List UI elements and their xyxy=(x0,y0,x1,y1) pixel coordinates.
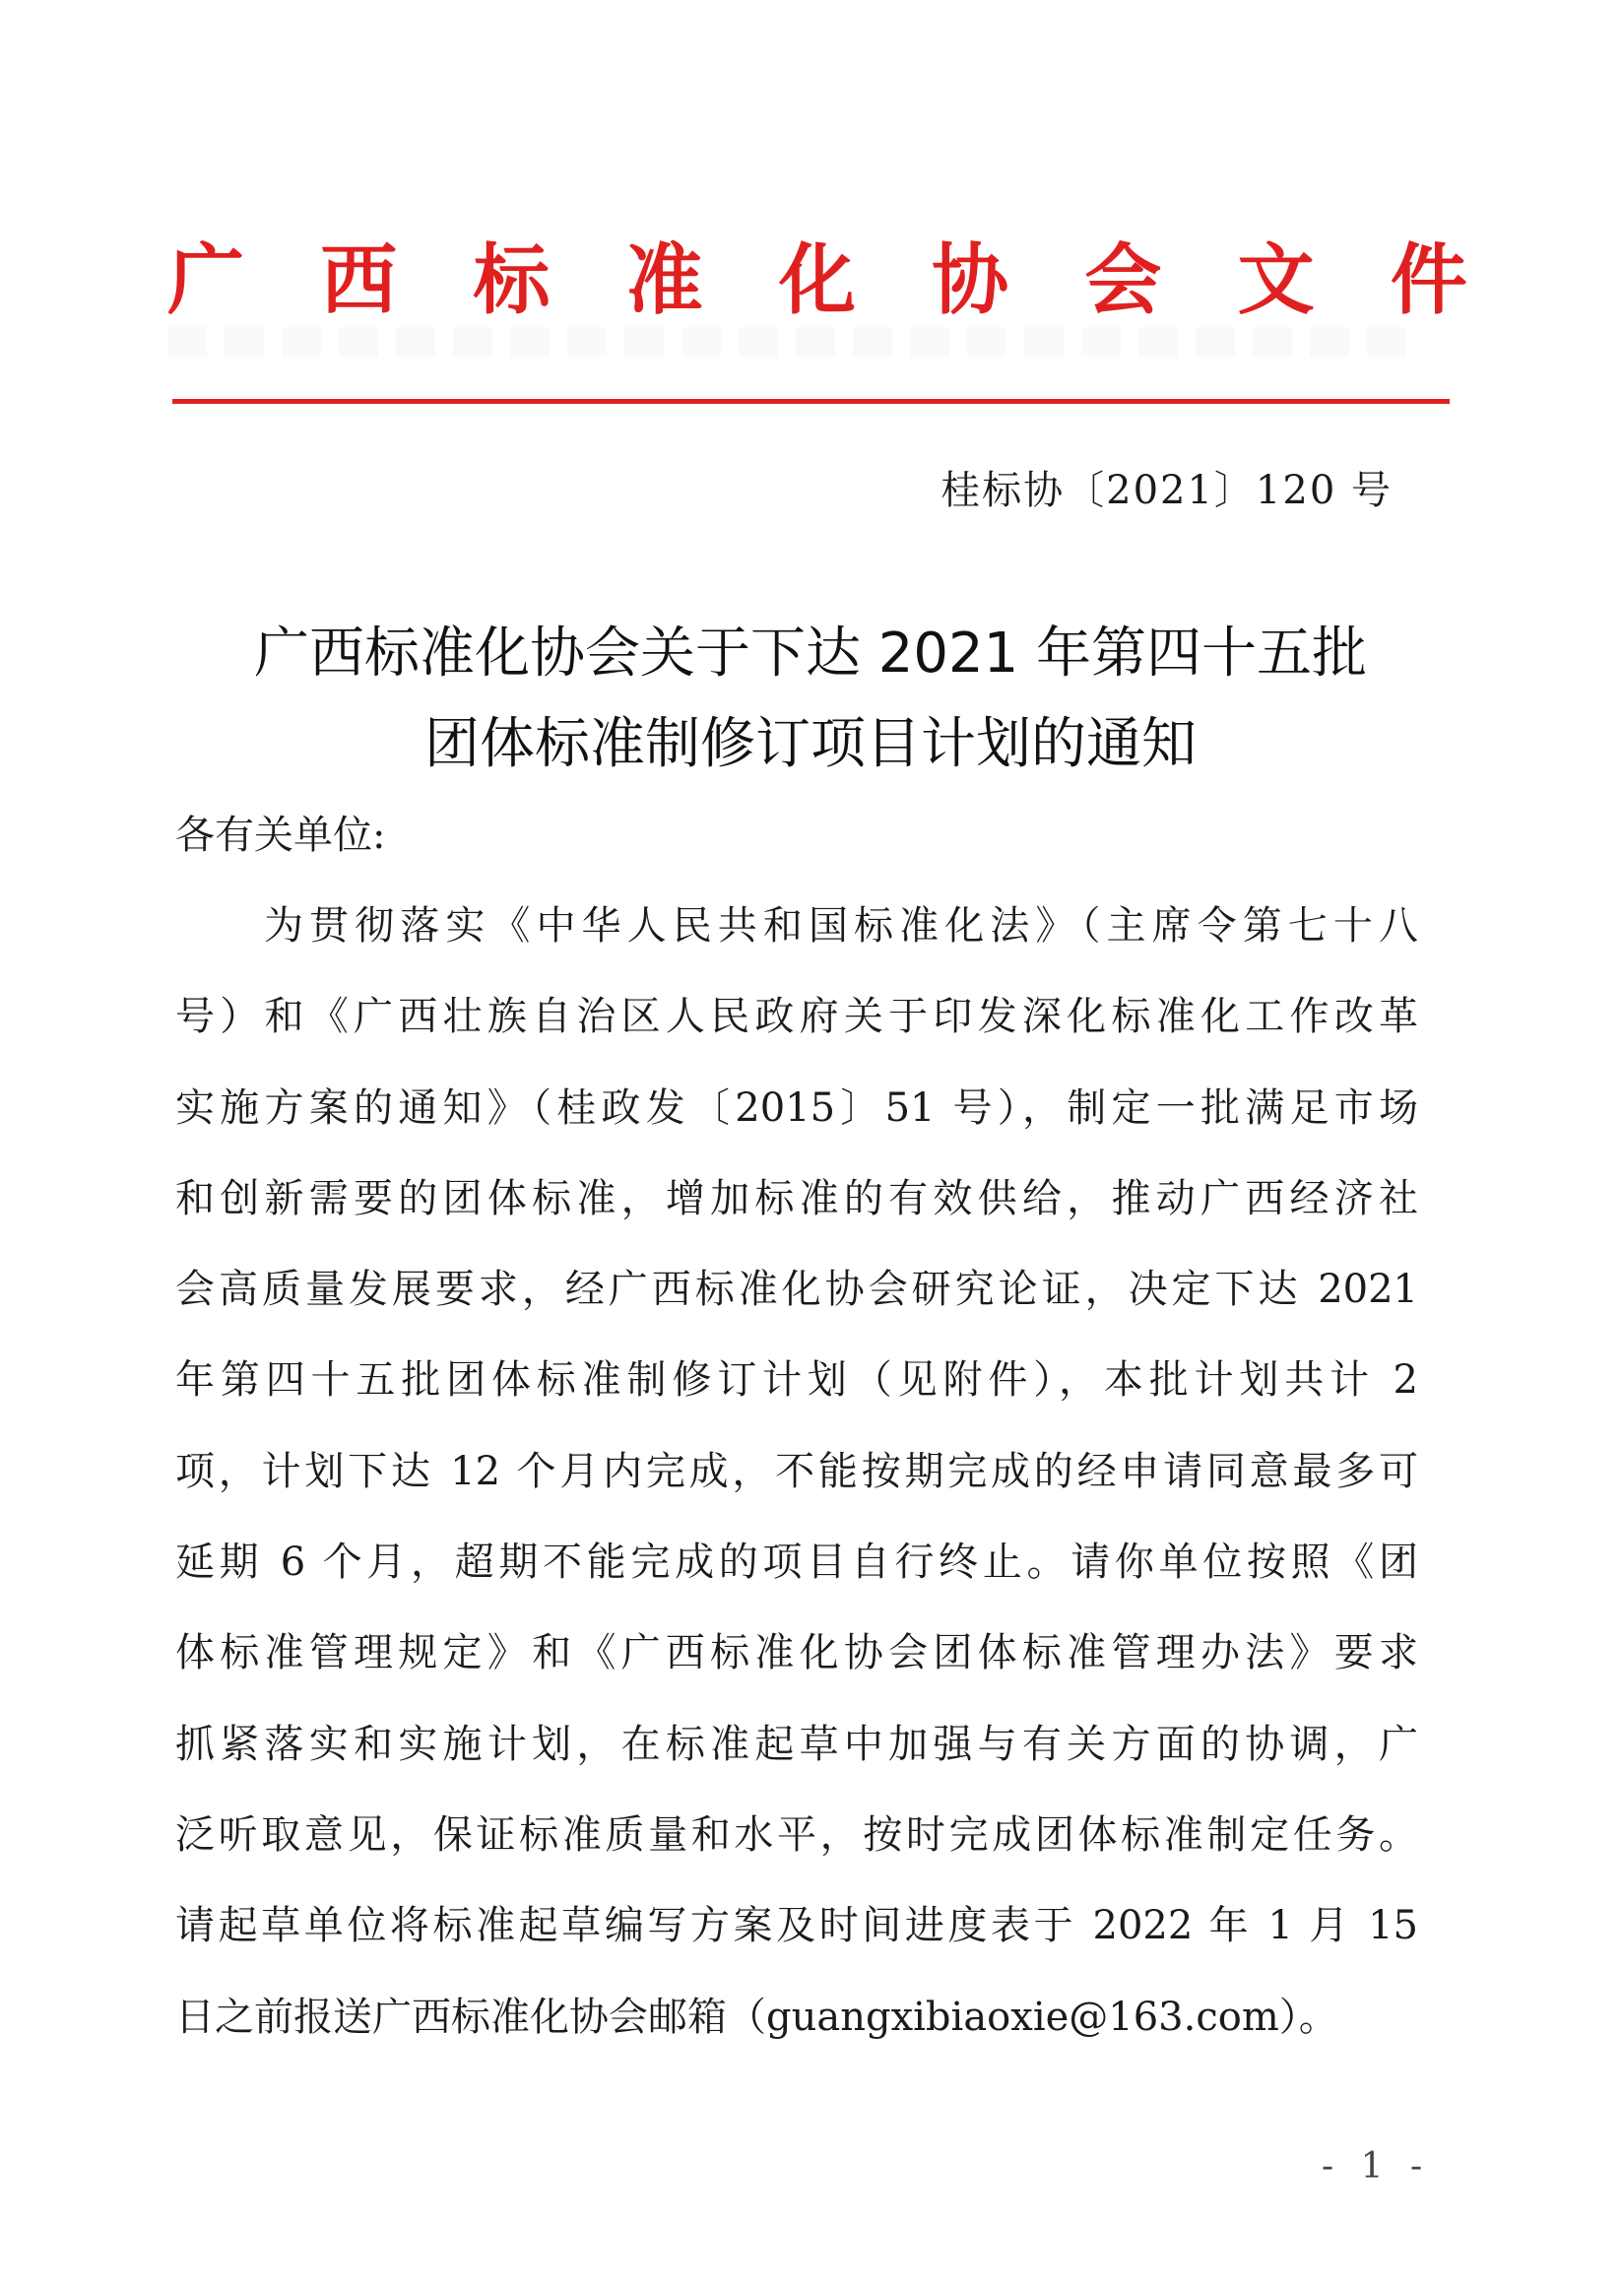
header-char: 西 xyxy=(320,236,398,325)
body-line: 和创新需要的团体标准，增加标准的有效供给，推动广西经济社 xyxy=(175,1175,1418,1221)
header-char: 文 xyxy=(1237,236,1315,325)
header-char: 准 xyxy=(625,236,703,325)
body-line: 实施方案的通知》（桂政发〔2015〕51 号），制定一批满足市场 xyxy=(175,1084,1418,1131)
document-title xyxy=(148,609,1473,790)
body-line: 泛听取意见，保证标准质量和水平，按时完成团体标准制定任务。 xyxy=(175,1811,1418,1858)
salutation: 各有关单位: xyxy=(175,813,386,858)
body-line: 抓紧落实和实施计划，在标准起草中加强与有关方面的协调，广 xyxy=(175,1721,1418,1767)
header-char: 广 xyxy=(167,236,245,325)
body-line: 为贯彻落实《中华人民共和国标准化法》（主席令第七十八 xyxy=(264,903,1418,949)
header-char: 协 xyxy=(932,236,1009,325)
body-line: 年第四十五批团体标准制修订计划（见附件），本批计划共计 2 xyxy=(175,1357,1418,1404)
body-line: 会高质量发展要求，经广西标准化协会研究论证，决定下达 2021 xyxy=(175,1267,1418,1313)
body-line: 延期 6 个月，超期不能完成的项目自行终止。请你单位按照《团 xyxy=(175,1540,1418,1586)
header-char: 会 xyxy=(1084,236,1162,325)
body-line: 项，计划下达 12 个月内完成，不能按期完成的经申请同意最多可 xyxy=(175,1448,1418,1494)
body-line: 号）和《广西壮族自治区人民政府关于印发深化标准化工作改革 xyxy=(175,994,1418,1040)
header-red-divider xyxy=(172,399,1450,404)
body-line: 日之前报送广西标准化协会邮箱（guangxibiaoxie@163.com）。 xyxy=(175,1994,1338,2040)
header-char: 化 xyxy=(778,236,856,325)
body-line: 体标准管理规定》和《广西标准化协会团体标准管理办法》要求 xyxy=(175,1630,1418,1676)
page-number: - 1 - xyxy=(1322,2146,1431,2187)
body-text xyxy=(175,896,1418,2078)
title-line-2: 团体标准制修订项目计划的通知 xyxy=(424,712,1197,776)
title-line-1: 广西标准化协会关于下达 2021 年第四十五批 xyxy=(253,622,1368,686)
document-header-title xyxy=(167,227,1467,335)
header-char: 件 xyxy=(1390,236,1467,325)
body-line: 请起草单位将标准起草编写方案及时间进度表于 2022 年 1 月 15 xyxy=(175,1903,1418,1949)
header-char: 标 xyxy=(473,236,551,325)
document-number: 桂标协〔2021〕120 号 xyxy=(940,468,1393,513)
